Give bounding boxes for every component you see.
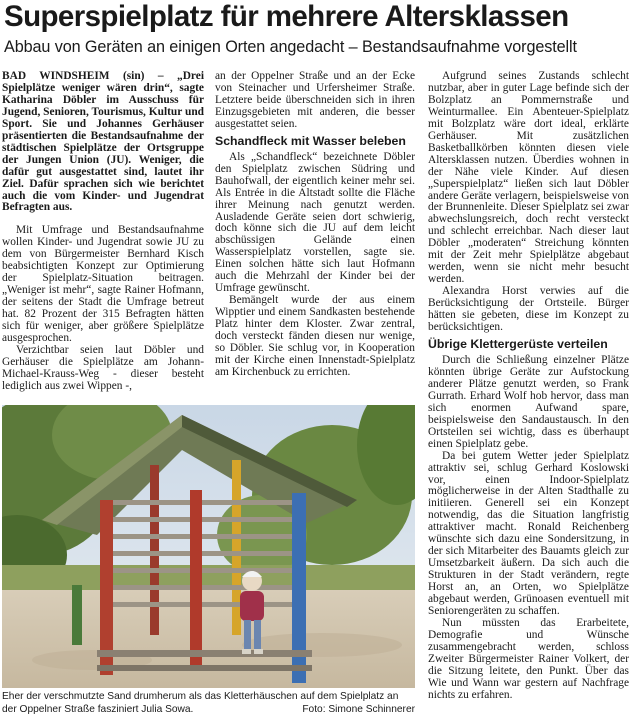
article-column-1	[2, 71, 204, 393]
playground-photo	[2, 405, 415, 688]
body-paragraph: Aufgrund seines Zustands schlecht nutzbar, aber in guter Lage befinde sich der Bolzplatz an Pommernstraße und Weinturmallee. Ein Abenteuer-Spielplatz mit Bolzplatz wäre dort ideal, erklärte Gerhäuser. Mit zusätzlichen Basketballkörben könnten diesen viele Altersklassen nutzen. Überdies wohnen in der Nähe viele Kinder. Auf diesen „Superspielplatz“ ließen sich laut Döbler andere Geräte verlagern, beispielsweise von der Brunnenleite. Dieser Spielplatz sei zwar abwechslungsreich, doch recht versteckt und schlecht erreichbar. Nach dieser laut Döbler „moderaten“ Streichung könnten mit der Zeit mehr Spielplätze abgebaut werden, wenn sie nicht mehr besucht werden.	[428, 70, 629, 286]
body-paragraph: Verzichtbar seien laut Döbler und Gerhäuser die Spielplätze am Johann-Michael-Krauss-Weg - dieser besteht lediglich aus zwei Wippen -,	[2, 343, 204, 392]
photo-caption	[2, 691, 415, 716]
body-paragraph: an der Oppelner Straße und an der Ecke von Steinacher und Urfersheimer Straße. Letztere beide überschneiden sich in ihren Einzugsgebieten mit anderen, die besser ausgestattet seien.	[215, 70, 415, 130]
subheadline: Abbau von Geräten an einigen Orten angedacht – Bestandsaufnahme vorgestellt	[4, 38, 577, 56]
section-heading: Übrige Klettergerüste verteilen	[428, 336, 608, 351]
photo-credit: Foto: Simone Schinnerer	[302, 703, 415, 715]
body-paragraph: Als „Schandfleck“ bezeichnete Döbler den Spielplatz zwischen Südring und Bauhofwall, der eigentlich keiner mehr sei. Als Entrée in die Altstadt sollte die Fläche ihrer Meinung nach genutzt werden. Ausladende Geräte seien dort schwierig, doch könne sich die JU auf dem leicht abschüssigen Gelände einen Wasserspielplatz vorstellen, sagte sie. Einen solchen hätte sich laut Hofmann auch die Mehrzahl der Kinder bei der Umfrage gewünscht.	[215, 150, 415, 295]
headline: Superspielplatz für mehrere Altersklassen	[4, 0, 569, 33]
lead-paragraph: BAD WINDSHEIM (sin) – „Drei Spielplätze weniger wären drin“, sagte Katharina Döbler im Ausschuss für Jugend, Senioren, Tourismus, Kultur und Sport. Sie und Johannes Gerhäuser präsentierten die Bestandsaufnahme der städtischen Spielplätze der Ortsgruppe der Jungen Union (JU). Weniger, die dafür gut ausgestattet sind, lautet ihr Ziel. Dafür sprachen sich wie berichtet auch die vom Kinder- und Jugendrat Befragten aus.	[2, 70, 204, 214]
body-paragraph: Durch die Schließung einzelner Plätze könnten übrige Geräte zur Aufstockung anderer Plätze genutzt werden, so Frank Gurrath. Erhard Wolf hob hervor, dass man sich enormen Aufwand spare, beispielsweise den Sandaustausch. In den Ortsteilen sei wichtig, dass es überhaupt einen Spielplatz gebe.	[428, 353, 629, 450]
caption-text: Eher der verschmutzte Sand drumherum als das Kletterhäuschen auf dem Spielplatz an der Oppelner Straße fasziniert Julia Sowa.	[2, 691, 399, 715]
body-paragraph: Bemängelt wurde der aus einem Wipptier und einem Sandkasten bestehende Platz hinter dem Kloster. Zwar zentral, doch versteckt fänden diesen nur wenige, so Döbler. Sie schlug vor, in Kooperation mit der Kirche einen Innenstadt-Spielplatz am Kirchenbuck zu errichten.	[215, 294, 415, 378]
section-heading: Schandfleck mit Wasser beleben	[215, 133, 406, 148]
body-paragraph: Da bei gutem Wetter jeder Spielplatz attraktiv sei, schlug Gerhard Koslowski vor, einen Indoor-Spielplatz möglicherweise in der Alten Stadthalle zu initiieren. Generell sei ein Konzept notwendig, das die Situation langfristig attraktiver macht. Ronald Reichenberg wünschte sich dazu eine Sondersitzung, in der sich Mitarbeiter des Bauamts gleich zur Umsetzbarkeit äußern. Da sich auch die Strukturen in der Stadt verändern, regte Horst an, an Orten, wo Spielplätze abgebaut werden, Grünoasen eventuell mit Seniorengeräten zu schaffen.	[428, 449, 629, 617]
body-paragraph: Alexandra Horst verwies auf die Berücksichtigung der Ortsteile. Bürger hätten sie gebeten, diese im Konzept zu berücksichtigen.	[428, 285, 629, 334]
body-paragraph: Mit Umfrage und Bestandsaufnahme wollen Kinder- und Jugendrat sowie JU zu dem von Bürgermeister Bernhard Kisch beabsichtigten Konzept zur Optimierung der Spielplatz-Situation beitragen. „Weniger ist mehr“, sagte Rainer Hofmann, der seitens der Stadt die Umfrage betreut hat. 82 Prozent der 315 Befragten hätten sich für weniger, aber größere Spielplätze ausgesprochen.	[2, 224, 204, 345]
article-column-2	[215, 71, 415, 379]
article-column-3	[428, 71, 629, 702]
body-paragraph: Nun müssten das Erarbeitete, Demografie und Wünsche zusammengebracht werden, schloss Zweiter Bürgermeister Rainer Volkert, der die Sitzung leitete, den Punkt. Über das Wie und Wann war gestern auf Nachfrage nichts zu erfahren.	[428, 616, 629, 701]
